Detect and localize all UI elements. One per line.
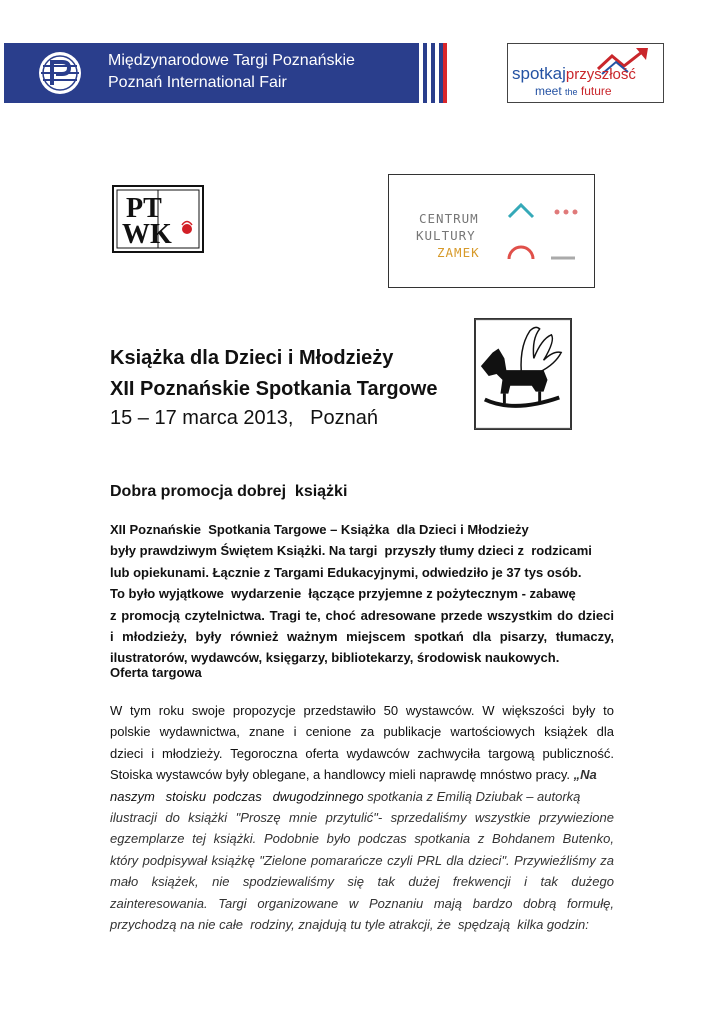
intro-line: z promocją czytelnictwa. Tragi te, choć adresowane przede wszystkim do dzieci	[110, 607, 614, 623]
para-line: zainteresowania. Targi organizowane w Poznaniu mają bardzo dobrą formułę,	[110, 895, 614, 911]
para-line-part-italic: spotkania z Emilią Dziubak – autorką	[363, 788, 581, 804]
ckz-line-3: ZAMEK	[437, 245, 480, 260]
banner-stripes-icon	[419, 43, 447, 103]
rocking-horse-logo	[474, 318, 572, 430]
ckz-line-1: CENTRUM	[419, 211, 479, 226]
intro-line: były prawdziwym Świętem Książki. Na targi przyszły tłumy dzieci z rodzicami	[110, 543, 592, 559]
oferta-heading: Oferta targowa	[110, 665, 202, 680]
title-line-2: XII Poznańskie Spotkania Targowe	[110, 378, 438, 400]
intro-line: ilustratorów, wydawców, księgarzy, bibliotekarzy, środowisk naukowych.	[110, 650, 560, 666]
ptwk-text-top: PT	[126, 193, 162, 224]
offer-paragraph	[110, 700, 614, 935]
para-line	[110, 786, 614, 807]
ckz-line-2: KULTURY	[416, 228, 476, 243]
para-line-part: Stoiska wystawców były oblegane, a handlowcy mieli naprawdę mnóstwo pracy.	[110, 767, 571, 783]
intro-line: lub opiekunami. Łącznie z Targami Edukacyjnymi, odwiedziło je 37 tys osób.	[110, 564, 582, 580]
mtf-sub-text	[535, 84, 612, 98]
mtf-main-text	[512, 64, 636, 84]
para-line: ilustracji do książki "Proszę mnie przytulić"- sprzedaliśmy wszystkie przywiezione	[110, 809, 614, 825]
intro-line: To było wyjątkowe wydarzenie łączące przyjemne z pożytecznym - zabawę	[110, 586, 576, 602]
intro-paragraph	[110, 519, 614, 669]
mtf-the: the	[565, 87, 578, 97]
ckz-shapes-icon	[389, 175, 596, 289]
para-line: mało książek, nie spodziewaliśmy się tak dużej frekwencji i tak dużego	[110, 874, 614, 890]
para-line: egzemplarze tej książki. Podobnie było podczas spotkania z Bohdanem Butenko,	[110, 831, 614, 847]
title-line-1: Książka dla Dzieci i Młodzieży	[110, 347, 394, 369]
mtf-word-spotkaj: spotkaj	[512, 64, 566, 83]
para-line: dzieci i młodzieży. Tegoroczna oferta wydawców zachwyciła targową publiczność.	[110, 745, 614, 761]
intro-line: XII Poznańskie Spotkania Targowe – Książka dla Dzieci i Młodzieży	[110, 522, 529, 537]
section-heading: Dobra promocja dobrej książki	[110, 483, 348, 500]
para-line	[110, 764, 614, 785]
meet-the-future-logo	[507, 43, 664, 103]
title-date-line: 15 – 17 marca 2013, Poznań	[110, 407, 378, 429]
para-line: W tym roku swoje propozycje przedstawiło 50 wystawców. W większości były to	[110, 703, 614, 718]
para-line-part-italic: naszym stoisku podczas dwugodzinnego	[110, 788, 364, 804]
mtf-word-przyszlosc: przyszłość	[565, 66, 636, 83]
mtf-future: future	[580, 84, 612, 98]
intro-line: i młodzieży, były również ważnym miejscem spotkań dla pisarzy, tłumaczy,	[110, 628, 614, 644]
ptwk-text-bottom: WK	[122, 219, 172, 250]
banner-line-1: Międzynarodowe Targi Poznańskie	[108, 52, 355, 69]
mtp-logo-icon	[38, 51, 82, 95]
mtf-meet: meet	[535, 84, 562, 98]
para-line-part-italic: „Na	[570, 767, 597, 783]
ptwk-logo	[112, 185, 204, 253]
ckz-logo	[388, 174, 595, 288]
mtp-banner	[4, 43, 447, 103]
para-line: przychodzą na nie całe rodziny, znajdują tu tyle atrakcji, że spędzają kilka godzin:	[110, 916, 589, 932]
para-line: który podpisywał książkę "Zielone pomarańcze czyli PRL dla dzieci". Przywieźliśmy za	[110, 852, 614, 868]
para-line: polskie wydawnictwa, znane i cenione za publikacje wartościowych książek dla	[110, 724, 614, 740]
banner-line-2: Poznań International Fair	[108, 74, 287, 91]
